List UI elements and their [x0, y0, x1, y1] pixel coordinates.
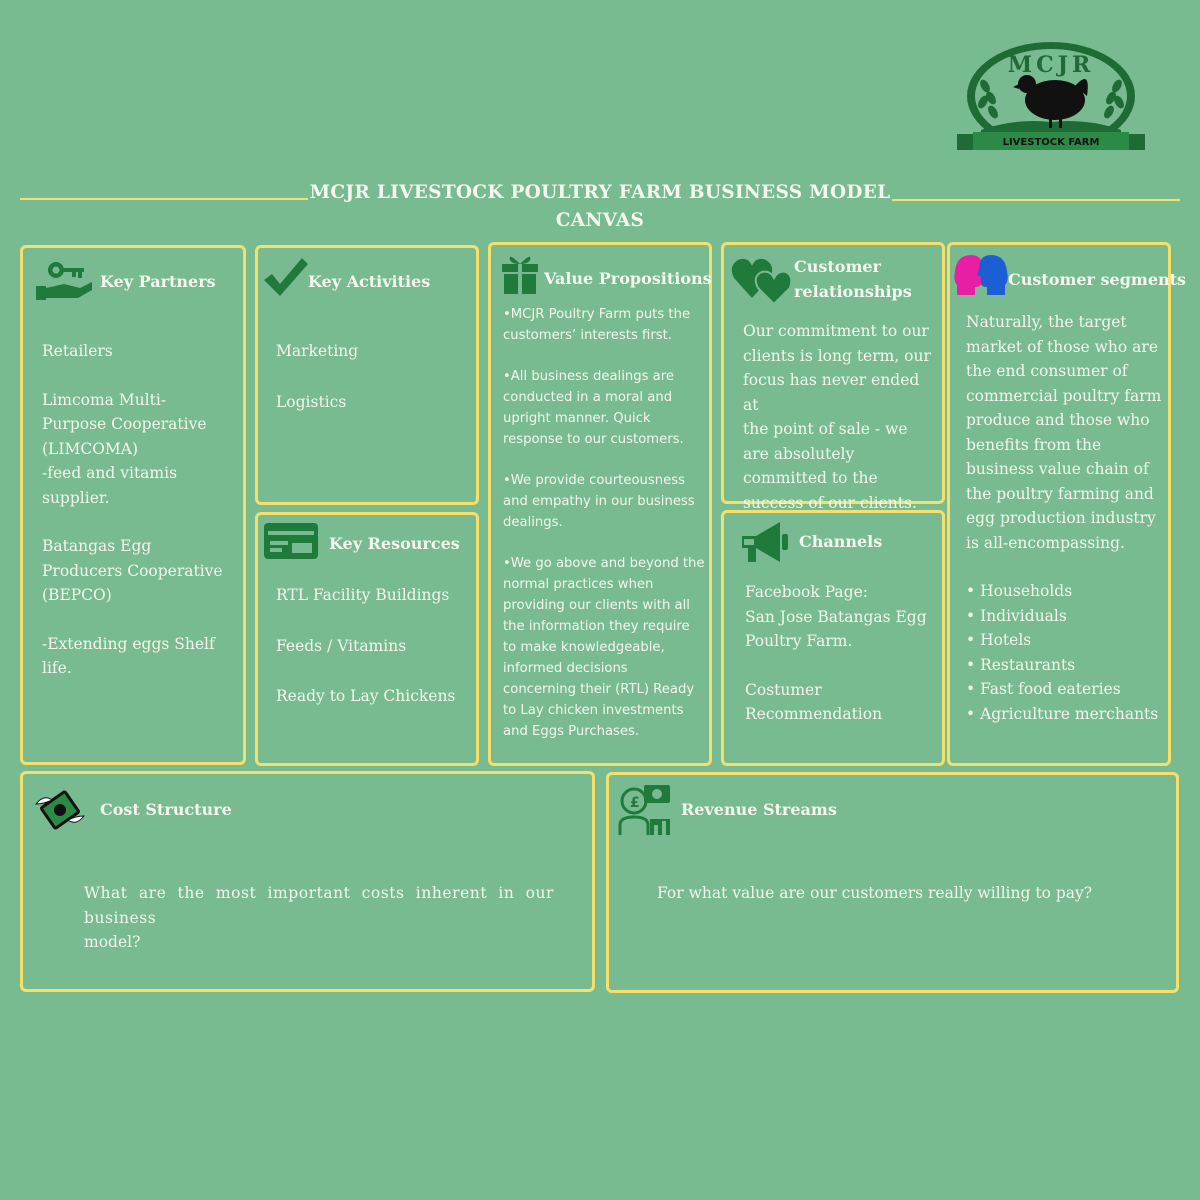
key-partners-content: Retailers Limcoma Multi- Purpose Cooperative (LIMCOMA) -feed and vitamis supplier. Batangas Egg Producers Cooperative (BEPCO) -Extending eggs Shelf life. — [42, 342, 223, 677]
resource-item: Ready to Lay Chickens — [276, 687, 456, 705]
svg-text:£: £ — [630, 795, 640, 811]
revenue-person-icon — [616, 783, 672, 837]
list-item: • Individuals — [966, 606, 1067, 625]
channels-content: Facebook Page: San Jose Batangas Egg Poultry Farm. Costumer Recommendation — [745, 583, 927, 723]
value-propositions-heading: Value Propositions — [544, 269, 712, 288]
resource-item: RTL Facility Buildings — [276, 586, 450, 604]
customer-segments-content: Naturally, the target market of those who are the end consumer of commercial poultry farm produce and those who benefits from the business value chain of the poultry farming and egg production industry is all-encompassing. • Households • Individuals • Hotels • Restaurants • Fast food eateries • Agriculture merchants — [966, 310, 1166, 726]
flying-money-icon — [34, 786, 86, 834]
gift-icon — [500, 252, 540, 294]
farm-logo — [955, 38, 1147, 160]
title-divider-right — [892, 199, 1180, 201]
segment-list — [966, 579, 1166, 726]
customer-relationships-heading: Customer relationships — [794, 257, 912, 301]
list-item: • Restaurants — [966, 655, 1076, 674]
page-title: MCJR LIVESTOCK POULTRY FARM BUSINESS MODEL CANVAS — [309, 182, 891, 231]
heads-icon — [953, 251, 1009, 295]
customer-segments-heading: Customer segments — [1008, 270, 1187, 289]
cost-structure-heading: Cost Structure — [100, 800, 232, 819]
key-activities-heading: Key Activities — [308, 272, 431, 291]
key-resources-list — [276, 583, 476, 709]
customer-relationships-content: Our commitment to our clients is long term, our focus has never ended at the point of sale - we are absolutely committed to the success of our clients. — [743, 322, 931, 512]
revenue-streams-text: For what value are our customers really willing to pay? — [657, 884, 1093, 902]
resource-item: Feeds / Vitamins — [276, 636, 407, 655]
activity-item: Marketing — [276, 342, 359, 360]
channels-heading: Channels — [799, 532, 883, 551]
list-item: • Hotels — [966, 631, 1032, 649]
revenue-streams-heading: Revenue Streams — [681, 800, 837, 819]
title-divider-left — [20, 198, 308, 200]
list-item: • Households — [966, 582, 1073, 600]
value-propositions-content: •MCJR Poultry Farm puts the customers’ interests first. •All business dealings are conducted in a moral and upright manner. Quick response to our customers. •We provide courteousness and empathy in our business dealings. •We go above and beyond the normal practices when providing our clients with all the information they require to make knowledgeable, informed decisions concerning their (RTL) Ready to Lay chicken investments and Eggs Purchases. — [503, 307, 705, 739]
handshake-key-icon — [34, 260, 94, 302]
logo-subtitle-text: LIVESTOCK FARM — [1002, 137, 1100, 148]
checkmark-icon — [262, 256, 310, 298]
id-card-icon — [262, 521, 320, 561]
key-activities-list — [276, 339, 466, 414]
chicken-logo-icon — [955, 38, 1147, 160]
logo-brand-text: MCJR — [1007, 52, 1095, 78]
cost-structure-text: What are the most important costs inherent in our business model? — [84, 884, 554, 951]
hearts-icon — [730, 254, 792, 306]
list-item: • Agriculture merchants — [966, 704, 1159, 723]
key-partners-heading: Key Partners — [100, 272, 216, 291]
list-item: • Fast food eateries — [966, 680, 1121, 698]
key-resources-heading: Key Resources — [329, 534, 460, 553]
megaphone-icon — [738, 518, 790, 568]
activity-item: Logistics — [276, 392, 347, 411]
